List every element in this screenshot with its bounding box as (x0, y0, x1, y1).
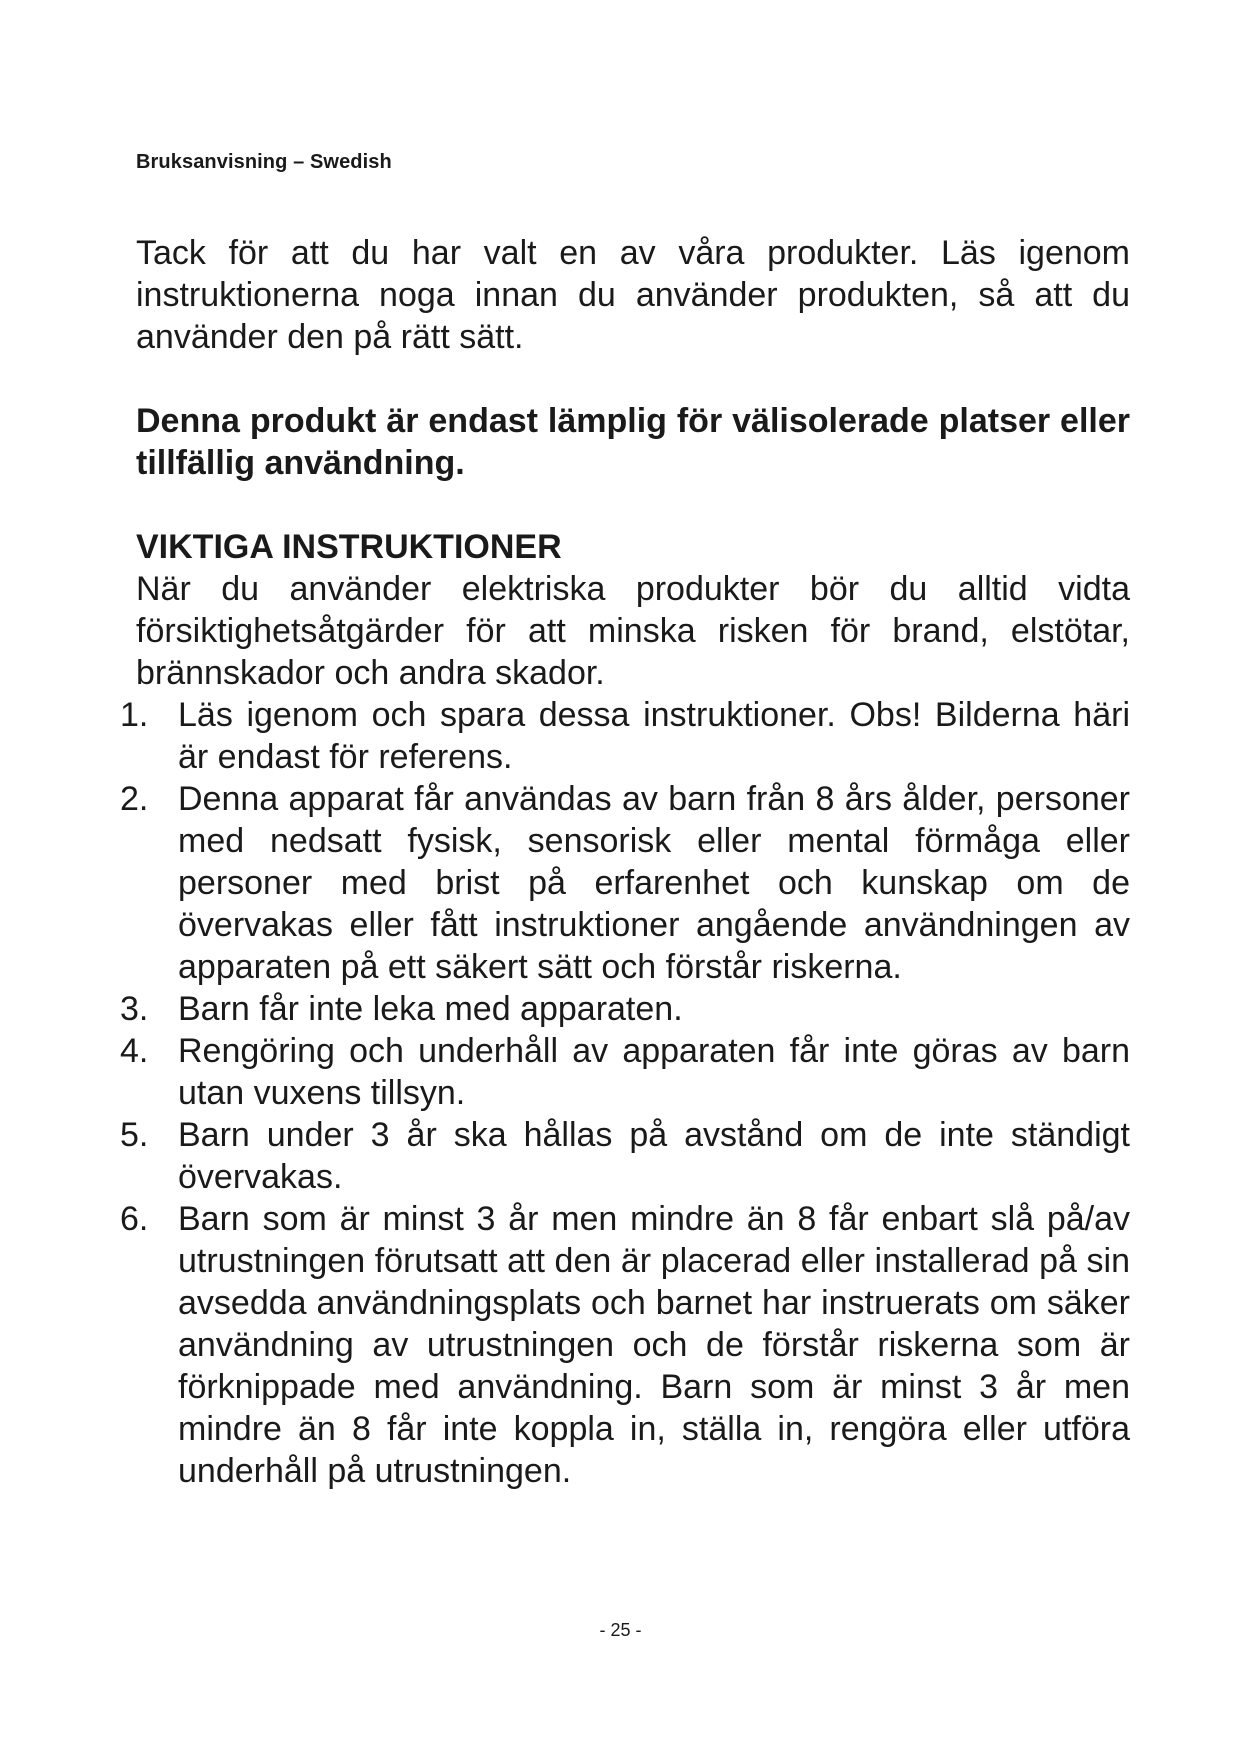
list-item-number: 4. (120, 1032, 149, 1070)
list-item-text: Barn får inte leka med apparaten. (178, 990, 683, 1028)
intro-paragraph: Tack för att du har valt en av våra produkter. Läs igenom instruktionerna noga innan du använder produkten, så att du använder den på rätt sätt. (136, 234, 1130, 356)
list-item (120, 1114, 1130, 1198)
list-item-text: Rengöring och underhåll av apparaten får inte göras av barn utan vuxens tillsyn. (178, 1032, 1130, 1112)
section-heading: VIKTIGA INSTRUKTIONER (136, 528, 562, 566)
page-header: Bruksanvisning – Swedish (136, 151, 392, 173)
instructions-list (120, 694, 1130, 1492)
list-item-number: 6. (120, 1200, 149, 1238)
list-item-text: Läs igenom och spara dessa instruktioner. Obs! Bilderna häri är endast för referens. (178, 696, 1130, 776)
list-item-number: 5. (120, 1116, 149, 1154)
list-item (120, 1198, 1130, 1492)
list-item-number: 1. (120, 696, 149, 734)
section-lead: När du använder elektriska produkter bör du alltid vidta försiktighetsåtgärder för att minska risken för brand, elstötar, brännskador och andra skador. (136, 570, 1130, 692)
page-number: - 25 - (599, 1620, 642, 1640)
list-item (120, 1030, 1130, 1114)
page-content (120, 232, 1130, 1492)
list-item-text: Barn som är minst 3 år men mindre än 8 får enbart slå på/av utrustningen förutsatt att den är placerad eller installerad på sin avsedda användningsplats och barnet har instruerats om säker användning av utrustningen och de förstår riskerna som är förknippade med användning. Barn som är minst 3 år men mindre än 8 får inte koppla in, ställa in, rengöra eller utföra underhåll på utrustningen. (178, 1200, 1130, 1490)
list-item (120, 988, 1130, 1030)
list-item-number: 3. (120, 990, 149, 1028)
list-item-text: Denna apparat får användas av barn från 8 års ålder, personer med nedsatt fysisk, sensorisk eller mental förmåga eller personer med brist på erfarenhet och kunskap om de övervakas eller fått instruktioner angående användningen av apparaten på ett säkert sätt och förstår riskerna. (178, 780, 1130, 986)
list-item (120, 778, 1130, 988)
list-item-number: 2. (120, 780, 149, 818)
list-item-text: Barn under 3 år ska hållas på avstånd om de inte ständigt övervakas. (178, 1116, 1130, 1196)
list-item (120, 694, 1130, 778)
notice-paragraph: Denna produkt är endast lämplig för välisolerade platser eller tillfällig användning. (136, 402, 1130, 482)
